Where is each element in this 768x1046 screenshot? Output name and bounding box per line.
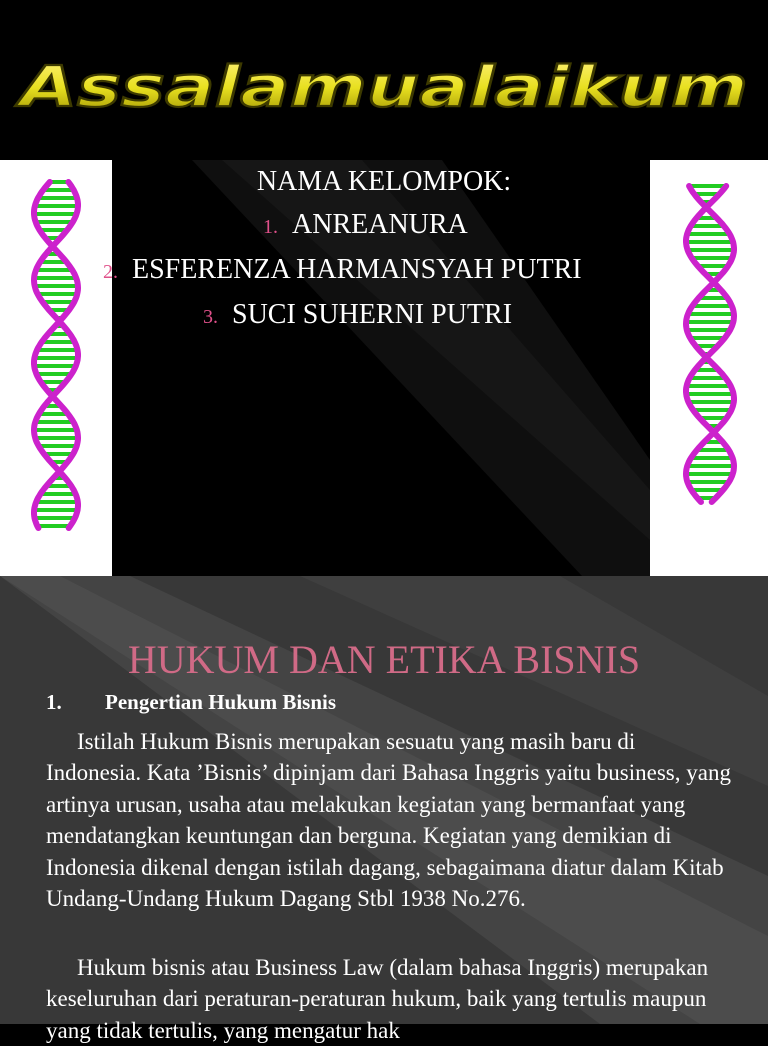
dna-image-right	[650, 160, 768, 576]
wordart-title	[0, 52, 768, 124]
dna-strand	[34, 182, 78, 528]
member-item	[263, 209, 468, 241]
slide-title: HUKUM DAN ETIKA BISNIS	[127, 637, 641, 682]
member-name: ESFERENZA HARMANSYAH PUTRI	[132, 254, 582, 285]
section-title: Pengertian Hukum Bisnis	[105, 690, 337, 714]
dna-image-left	[0, 160, 112, 576]
member-number: 1.	[263, 216, 278, 238]
group-heading: NAMA KELOMPOK:	[256, 166, 512, 197]
member-name: ANREANURA	[292, 209, 468, 240]
wordart-text: Assalamualaikum	[14, 55, 748, 120]
section-number: 1.	[46, 690, 62, 714]
member-number: 2.	[103, 261, 118, 283]
paragraph: Hukum bisnis atau Business Law (dalam bahasa Inggris) merupakan keseluruhan dari peraturan-peraturan hukum, baik yang tertulis maupun yang tidak tertulis, yang mengatur hak	[46, 955, 709, 1043]
member-number: 3.	[203, 306, 218, 328]
member-name: SUCI SUHERNI PUTRI	[232, 299, 513, 330]
member-item	[203, 299, 512, 331]
paragraph: Istilah Hukum Bisnis merupakan sesuatu yang masih baru di Indonesia. Kata ’Bisnis’ dipinjam dari Bahasa Inggris yaitu business, yang artinya urusan, usaha atau melakukan kegiatan yang bermanfaat yang mendatangkan keuntungan dan berguna. Kegiatan yang demikian di Indonesia dikenal dengan istilah dagang, sebagaimana diatur dalam Kitab Undang-Undang Hukum Dagang Stbl 1938 No.276.	[46, 729, 731, 912]
member-item	[103, 254, 582, 286]
section-heading	[46, 690, 336, 715]
